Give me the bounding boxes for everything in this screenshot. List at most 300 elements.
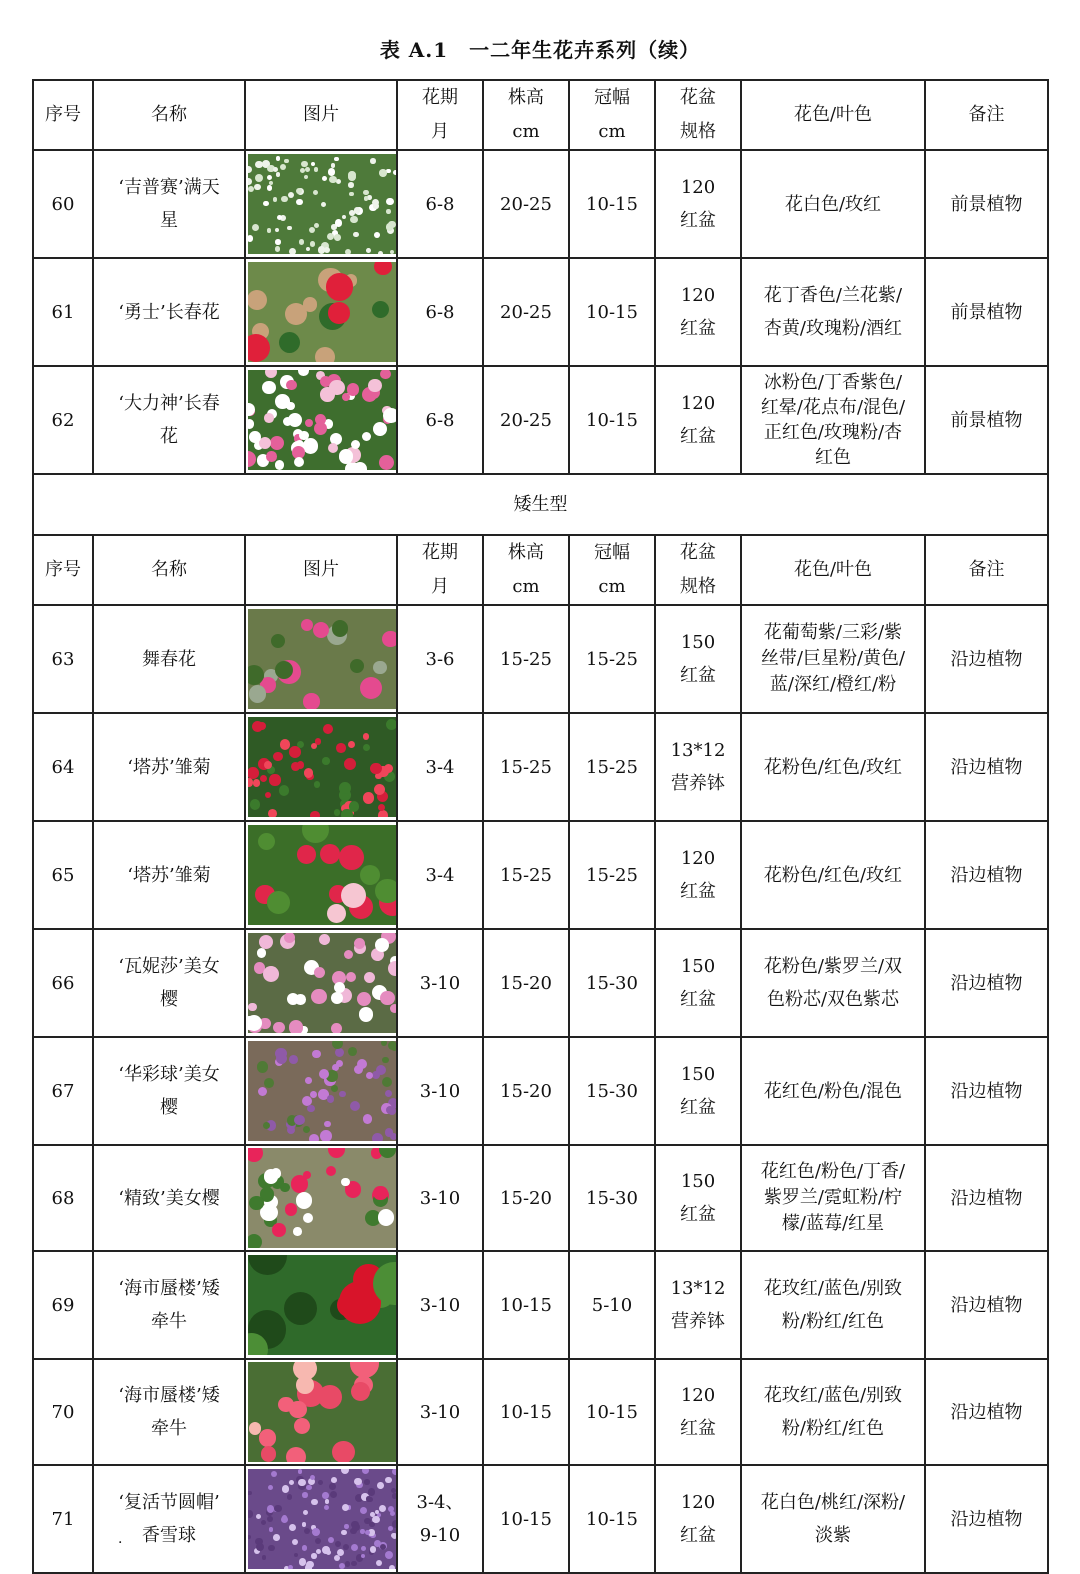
cell-color <box>741 1465 925 1573</box>
photo-detail <box>248 1491 252 1496</box>
photo-detail <box>279 332 300 353</box>
photo-detail <box>373 422 387 436</box>
cell-color <box>741 605 925 713</box>
cell-text: 120 <box>680 848 716 869</box>
photo-detail <box>294 1418 310 1434</box>
photo-detail <box>361 1554 365 1558</box>
page-mark: · <box>118 1535 123 1551</box>
cell-text: 150 <box>680 1171 716 1192</box>
photo-detail <box>363 733 369 739</box>
photo-detail <box>379 169 386 176</box>
alyssum-photo <box>248 1469 396 1569</box>
photo-detail <box>390 1511 395 1516</box>
cell-height: 15-25 <box>483 605 569 713</box>
cell-no: 62 <box>33 366 93 474</box>
cell-height: 20-25 <box>483 258 569 366</box>
photo-detail <box>273 167 278 172</box>
photo-detail <box>303 1510 308 1515</box>
photo-detail <box>354 938 365 949</box>
photo-detail <box>311 162 315 166</box>
cell-pot <box>655 821 741 929</box>
photo-detail <box>269 1527 274 1532</box>
cell-width: 15-25 <box>569 605 655 713</box>
photo-detail <box>341 809 352 817</box>
photo-detail <box>273 197 277 201</box>
verbena-red-photo <box>248 1148 396 1248</box>
cell-name <box>93 821 245 929</box>
photo-detail <box>364 1479 370 1485</box>
photo-detail <box>314 781 321 788</box>
cell-pot <box>655 929 741 1037</box>
cell-pot <box>655 1359 741 1465</box>
header-period <box>397 535 483 605</box>
photo-detail <box>287 1494 292 1499</box>
photo-detail <box>248 235 253 241</box>
petunia-pink-photo <box>248 1362 396 1462</box>
cell-period: 3-10 <box>397 1145 483 1251</box>
photo-detail <box>310 241 315 246</box>
cell-period: 3-10 <box>397 1037 483 1145</box>
table-row <box>33 713 1048 821</box>
cell-text: 株高 <box>508 87 544 108</box>
photo-detail <box>259 1429 277 1447</box>
photo-detail <box>344 1524 348 1528</box>
cell-height: 20-25 <box>483 150 569 258</box>
photo-detail <box>322 757 329 764</box>
cell-text: ‘塔苏’雏菊 <box>127 756 211 778</box>
cell-photo <box>245 821 397 929</box>
photo-detail <box>327 904 347 924</box>
photo-detail <box>288 1565 293 1569</box>
cell-text: 舞春花 <box>142 648 196 670</box>
header-pot <box>655 535 741 605</box>
photo-detail <box>324 247 330 253</box>
photo-detail <box>272 1223 286 1237</box>
photo-detail <box>296 199 303 206</box>
photo-detail <box>280 739 290 749</box>
cell-text: 红盆 <box>680 1525 716 1546</box>
photo-detail <box>351 1561 357 1567</box>
header-color: 花色/叶色 <box>741 80 925 150</box>
photo-detail <box>354 1478 362 1486</box>
photo-detail <box>316 1549 321 1554</box>
cell-text: cm <box>598 576 626 597</box>
photo-detail <box>291 762 300 771</box>
photo-detail <box>344 758 356 770</box>
photo-detail <box>360 1507 367 1514</box>
photo-detail <box>378 1209 395 1226</box>
cell-text: 色粉芯/双色紫芯 <box>766 989 900 1010</box>
photo-detail <box>366 1496 372 1502</box>
photo-detail <box>341 883 366 908</box>
photo-detail <box>267 1516 273 1522</box>
cell-text: cm <box>598 121 626 142</box>
photo-detail <box>248 1535 251 1539</box>
photo-detail <box>299 239 304 244</box>
cell-color <box>741 258 925 366</box>
photo-detail <box>286 380 296 390</box>
cell-no: 60 <box>33 150 93 258</box>
photo-detail <box>370 158 375 163</box>
table-row <box>33 150 1048 258</box>
photo-detail <box>374 232 380 238</box>
photo-detail <box>349 192 353 196</box>
table-title: 表 A.1 一二年生花卉系列（续） <box>379 38 701 62</box>
photo-detail <box>378 810 388 817</box>
photo-detail <box>348 741 355 748</box>
photo-detail <box>326 1550 331 1555</box>
verbena-purple-photo <box>248 1041 396 1141</box>
cell-name <box>93 1465 245 1573</box>
cell-note: 沿边植物 <box>925 821 1048 929</box>
cell-name <box>93 713 245 821</box>
photo-detail <box>305 419 314 428</box>
photo-detail <box>392 1469 396 1475</box>
cell-period: 3-6 <box>397 605 483 713</box>
cell-text: ‘吉普赛’满天 <box>118 177 220 198</box>
cell-color <box>741 1037 925 1145</box>
cell-note: 沿边植物 <box>925 605 1048 713</box>
photo-detail <box>305 1077 312 1084</box>
cell-text: 红盆 <box>680 426 716 447</box>
cell-photo <box>245 1465 397 1573</box>
photo-detail <box>348 171 355 178</box>
photo-detail <box>264 413 274 423</box>
section-label: 矮生型 <box>33 474 1048 535</box>
photo-detail <box>268 809 277 817</box>
photo-detail <box>350 216 357 223</box>
photo-detail <box>256 1543 264 1551</box>
cell-text: 花粉色/红色/玫红 <box>763 864 903 886</box>
cell-text: 花期 <box>422 87 458 108</box>
table-row <box>33 1465 1048 1573</box>
photo-detail <box>309 1134 319 1141</box>
photo-detail <box>289 1020 304 1033</box>
photo-detail <box>382 1057 389 1064</box>
photo-detail <box>307 1105 315 1113</box>
cell-text: 120 <box>680 177 716 198</box>
cell-period: 3-10 <box>397 1251 483 1359</box>
photo-detail <box>390 1004 396 1013</box>
photo-detail <box>267 175 272 180</box>
photo-detail <box>249 771 255 777</box>
cell-note: 沿边植物 <box>925 929 1048 1037</box>
photo-detail <box>302 1492 307 1497</box>
photo-detail <box>248 290 267 310</box>
photo-detail <box>248 403 255 416</box>
cell-width: 15-30 <box>569 1145 655 1251</box>
cell-text: ‘勇士’长春花 <box>118 301 220 323</box>
photo-detail <box>339 782 351 794</box>
photo-detail <box>370 1546 377 1553</box>
photo-detail <box>324 1505 329 1510</box>
cell-text: 红盆 <box>680 989 716 1010</box>
photo-detail <box>275 246 281 252</box>
cell-text: 花白色/玫红 <box>784 193 882 215</box>
photo-detail <box>294 457 305 468</box>
cell-color <box>741 713 925 821</box>
cell-text: 花盆 <box>680 87 716 108</box>
photo-detail <box>379 1505 386 1512</box>
photo-detail <box>346 972 356 982</box>
photo-detail <box>334 234 341 241</box>
photo-detail <box>311 743 317 749</box>
photo-detail <box>322 176 327 181</box>
photo-detail <box>294 1115 304 1125</box>
photo-detail <box>390 1133 396 1140</box>
photo-detail <box>319 1069 329 1079</box>
photo-detail <box>392 1493 396 1498</box>
header-period <box>397 80 483 150</box>
header-name: 名称 <box>93 535 245 605</box>
cell-pot <box>655 150 741 258</box>
photo-detail <box>391 1488 396 1493</box>
cell-period: 6-8 <box>397 150 483 258</box>
photo-detail <box>334 1555 341 1562</box>
photo-detail <box>305 167 310 172</box>
photo-detail <box>303 1213 313 1223</box>
photo-detail <box>311 989 327 1005</box>
cell-color <box>741 1359 925 1465</box>
photo-detail <box>248 1003 257 1012</box>
photo-detail <box>330 1491 337 1498</box>
cell-period <box>397 1465 483 1573</box>
cell-height: 15-25 <box>483 713 569 821</box>
table-row <box>33 1251 1048 1359</box>
header-pic: 图片 <box>245 535 397 605</box>
cell-text: 红盆 <box>680 210 716 231</box>
header-color: 花色/叶色 <box>741 535 925 605</box>
photo-detail <box>364 972 376 984</box>
verbena-pink-photo <box>248 933 396 1033</box>
photo-detail <box>265 792 272 799</box>
photo-detail <box>386 169 391 174</box>
photo-detail <box>379 1148 396 1158</box>
photo-detail <box>370 763 382 775</box>
cell-height: 15-20 <box>483 1145 569 1251</box>
table-row <box>33 1359 1048 1465</box>
photo-detail <box>383 408 396 423</box>
photo-detail <box>255 174 263 182</box>
cell-text: 120 <box>680 1492 716 1513</box>
cell-name <box>93 258 245 366</box>
cell-period: 6-8 <box>397 366 483 474</box>
cell-photo <box>245 1359 397 1465</box>
cell-photo <box>245 150 397 258</box>
cell-name <box>93 1037 245 1145</box>
photo-detail <box>306 1485 311 1490</box>
cell-height: 15-20 <box>483 929 569 1037</box>
photo-detail <box>294 1553 298 1557</box>
photo-detail <box>323 724 333 734</box>
photo-detail <box>249 431 261 443</box>
cell-text: 樱 <box>160 989 178 1010</box>
photo-detail <box>385 1551 393 1559</box>
cell-color <box>741 1145 925 1251</box>
photo-detail <box>319 934 330 945</box>
cell-no: 65 <box>33 821 93 929</box>
photo-detail <box>329 1483 336 1490</box>
cell-period: 6-8 <box>397 258 483 366</box>
cell-text: 月 <box>431 576 449 597</box>
photo-detail <box>313 190 318 195</box>
photo-detail <box>289 248 297 254</box>
cell-text: 9-10 <box>419 1525 461 1546</box>
photo-detail <box>342 1504 349 1511</box>
photo-detail <box>268 1485 273 1490</box>
photo-detail <box>343 1544 349 1550</box>
table-row <box>33 605 1048 713</box>
photo-detail <box>322 1492 328 1498</box>
photo-detail <box>375 879 396 903</box>
header-seq: 序号 <box>33 80 93 150</box>
photo-detail <box>292 1539 298 1545</box>
cell-text: 牵牛 <box>151 1418 187 1439</box>
cell-pot <box>655 258 741 366</box>
photo-detail <box>248 334 270 362</box>
cell-text: ‘塔苏’雏菊 <box>127 864 211 886</box>
photo-detail <box>249 1422 261 1434</box>
photo-detail <box>275 460 285 470</box>
photo-detail <box>375 938 389 952</box>
photo-detail <box>362 432 371 441</box>
photo-detail <box>311 1499 317 1505</box>
red-vinca-photo <box>248 262 396 362</box>
photo-detail <box>361 1546 366 1551</box>
photo-detail <box>255 161 263 169</box>
photo-detail <box>369 1522 374 1527</box>
cell-text: 蓝/深红/橙红/粉 <box>769 674 897 695</box>
photo-detail <box>273 752 282 761</box>
photo-detail <box>382 1077 392 1087</box>
photo-detail <box>392 1533 396 1538</box>
cell-height: 15-20 <box>483 1037 569 1145</box>
cell-no: 68 <box>33 1145 93 1251</box>
photo-detail <box>293 1227 302 1236</box>
photo-detail <box>348 182 353 187</box>
cell-text: 150 <box>680 956 716 977</box>
photo-detail <box>289 1524 296 1531</box>
calibrachoa-photo <box>248 609 396 709</box>
photo-detail <box>259 437 271 449</box>
photo-detail <box>284 159 289 164</box>
photo-detail <box>341 1469 349 1474</box>
header-note: 备注 <box>925 80 1048 150</box>
photo-detail <box>281 196 287 202</box>
cell-color <box>741 366 925 474</box>
photo-detail <box>296 1376 313 1393</box>
photo-detail <box>258 1087 267 1096</box>
cell-text: 花粉色/红色/玫红 <box>763 756 903 778</box>
photo-detail <box>332 1441 354 1462</box>
photo-detail <box>266 451 276 461</box>
cell-width: 10-15 <box>569 1359 655 1465</box>
photo-detail <box>385 1090 393 1098</box>
cell-text: 120 <box>680 393 716 414</box>
cell-text: 红晕/花点布/混色/ <box>760 397 906 418</box>
cell-text: 檬/蓝莓/红星 <box>781 1213 885 1234</box>
cell-photo <box>245 1037 397 1145</box>
cell-name <box>93 929 245 1037</box>
cell-text: ‘瓦妮莎’美女 <box>118 956 220 977</box>
photo-detail <box>328 443 338 453</box>
cell-pot <box>655 605 741 713</box>
photo-detail <box>295 994 306 1005</box>
photo-detail <box>348 1047 357 1056</box>
cell-text: 粉/粉红/红色 <box>781 1418 885 1439</box>
cell-note: 沿边植物 <box>925 1465 1048 1573</box>
photo-detail <box>248 1148 263 1162</box>
cell-photo <box>245 1145 397 1251</box>
photo-detail <box>393 170 396 176</box>
cell-no: 63 <box>33 605 93 713</box>
photo-detail <box>345 249 351 254</box>
table-row <box>33 821 1048 929</box>
photo-detail <box>352 1523 360 1531</box>
photo-detail <box>263 201 269 207</box>
cell-text: 13*12 <box>670 740 726 761</box>
header-row <box>33 80 1048 150</box>
photo-detail <box>259 935 273 949</box>
header-pic: 图片 <box>245 80 397 150</box>
cell-pot <box>655 1251 741 1359</box>
cell-text: 花玫红/蓝色/别致 <box>763 1385 903 1406</box>
photo-detail <box>271 1471 277 1477</box>
cell-text: 花盆 <box>680 542 716 563</box>
photo-detail <box>275 394 290 409</box>
cell-photo <box>245 605 397 713</box>
photo-detail <box>253 779 260 786</box>
photo-detail <box>269 181 273 185</box>
photo-detail <box>335 219 342 226</box>
cell-color <box>741 821 925 929</box>
photo-detail <box>249 1196 264 1211</box>
cell-text: 冠幅 <box>594 87 630 108</box>
cell-name <box>93 605 245 713</box>
petunia-red-photo <box>248 1255 396 1355</box>
photo-detail <box>284 1292 317 1325</box>
cell-height: 15-25 <box>483 821 569 929</box>
cell-width: 10-15 <box>569 1465 655 1573</box>
photo-detail <box>296 1192 312 1208</box>
photo-detail <box>331 1023 342 1033</box>
photo-detail <box>268 1545 274 1551</box>
photo-detail <box>264 1169 279 1184</box>
cell-no: 67 <box>33 1037 93 1145</box>
cell-text: 红盆 <box>680 1097 716 1118</box>
photo-detail <box>299 1558 306 1565</box>
photo-detail <box>267 185 272 190</box>
photo-detail <box>248 419 254 428</box>
photo-detail <box>280 1183 290 1193</box>
photo-detail <box>350 1362 379 1378</box>
cell-no: 66 <box>33 929 93 1037</box>
cell-text: 樱 <box>160 1097 178 1118</box>
photo-detail <box>326 1166 336 1176</box>
photo-detail <box>328 1148 345 1158</box>
photo-detail <box>296 188 302 194</box>
photo-detail <box>315 1538 322 1545</box>
photo-detail <box>342 393 350 401</box>
photo-detail <box>359 1007 374 1022</box>
photo-detail <box>380 991 395 1006</box>
cell-name <box>93 1251 245 1359</box>
photo-detail <box>314 967 325 978</box>
cell-text: 120 <box>680 1385 716 1406</box>
cell-period: 3-4 <box>397 713 483 821</box>
photo-detail <box>376 1560 382 1566</box>
cell-width: 10-15 <box>569 150 655 258</box>
